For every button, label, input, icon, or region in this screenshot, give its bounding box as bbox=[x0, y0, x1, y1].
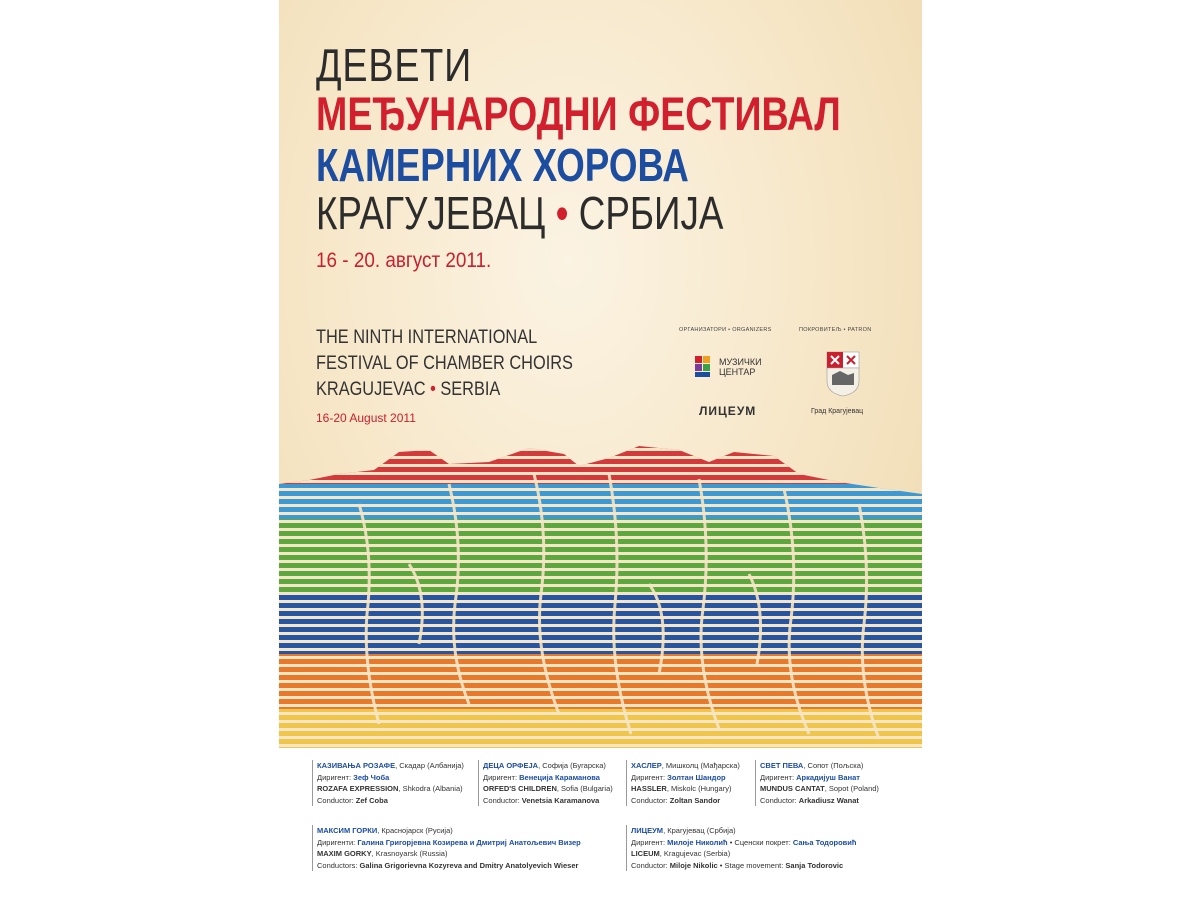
stage-movement-en: Sanja Todorovic bbox=[785, 860, 844, 870]
conductor-en-line bbox=[631, 860, 857, 872]
choir-place-en: , Sopot (Poland) bbox=[824, 784, 879, 794]
conductor-label-sr: Диригент: bbox=[631, 837, 668, 847]
conductor-en: Zef Coba bbox=[355, 795, 388, 805]
choir-place-sr: , Краснојарск (Русија) bbox=[377, 826, 453, 835]
choir-name-en: MAXIM GORKY bbox=[317, 849, 372, 859]
conductor-label-en: Conductor: bbox=[631, 860, 670, 870]
title-ordinal: ДЕВЕТИ bbox=[316, 39, 473, 91]
conductor-label-sr: Диригент: bbox=[483, 772, 520, 782]
conductor-sr-line bbox=[631, 772, 740, 784]
choir-place-en: , Krasnoyarsk (Russia) bbox=[371, 849, 448, 859]
conductor-label-en: Conductors: bbox=[317, 860, 360, 870]
conductor-en-line bbox=[483, 795, 613, 807]
conductor-en: Venetsia Karamanova bbox=[521, 795, 600, 805]
festival-poster bbox=[279, 0, 922, 748]
choir-entry bbox=[626, 760, 740, 806]
conductor-sr-line bbox=[631, 837, 857, 849]
conductor-en-line bbox=[317, 860, 581, 872]
conductor-sr: Венеција Караманова bbox=[519, 772, 600, 782]
conductor-sr-line bbox=[317, 837, 581, 849]
choir-entry bbox=[312, 760, 464, 806]
conductor-sr-line bbox=[760, 772, 879, 784]
conductor-en-line bbox=[760, 795, 879, 807]
separator-dot: • bbox=[430, 379, 436, 400]
conductor-label-sr: Диригент: bbox=[760, 772, 797, 782]
conductor-label-sr: Диригент: bbox=[317, 772, 354, 782]
conductor-en: Zoltan Sandor bbox=[669, 795, 721, 805]
choir-name-sr: МАКСИМ ГОРКИ bbox=[317, 826, 378, 835]
conductor-label-en: Conductor: bbox=[631, 795, 670, 805]
conductor-en-line bbox=[631, 795, 740, 807]
choir-entry bbox=[755, 760, 879, 806]
conductor-en: Miloje Nikolic bbox=[669, 860, 718, 870]
conductor-en: Arkadiusz Wanat bbox=[798, 795, 859, 805]
choir-name-sr: ЛИЦЕУМ bbox=[631, 826, 664, 835]
choir-name-sr: СВЕТ ПЕВА bbox=[760, 761, 804, 770]
choir-entry bbox=[312, 825, 581, 871]
choir-name-en-line bbox=[631, 848, 857, 860]
title-festival: МЕЂУНАРОДНИ ФЕСТИВАЛ bbox=[316, 87, 841, 140]
conductor-sr: Золтан Шандор bbox=[667, 772, 726, 782]
title-en-line2: FESTIVAL OF CHAMBER CHOIRS bbox=[316, 353, 573, 374]
stage-movement-sr: Сања Тодоровић bbox=[792, 837, 857, 847]
participants-credits bbox=[312, 760, 898, 885]
conductor-label-en: Conductor: bbox=[483, 795, 522, 805]
liceum-logo: ЛИЦЕУМ bbox=[699, 404, 757, 418]
choir-place-en: , Shkodra (Albania) bbox=[398, 784, 463, 794]
title-en-line1: THE NINTH INTERNATIONAL bbox=[316, 327, 538, 348]
conductor-label-sr: Диригент: bbox=[631, 772, 668, 782]
choir-entry bbox=[626, 825, 857, 871]
organizers-label: ОРГАНИЗАТОРИ • ORGANIZERS bbox=[679, 327, 772, 333]
choir-name-sr-line bbox=[631, 760, 740, 772]
choir-name-en-line bbox=[631, 783, 740, 795]
conductor-sr: Галина Григорјевна Козирева и Дмитриј Анатољевич Визер bbox=[357, 837, 581, 847]
date-en: 16-20 August 2011 bbox=[316, 411, 416, 425]
choir-name-en: LICEUM bbox=[631, 849, 660, 859]
choir-name-en-line bbox=[317, 783, 464, 795]
conductor-sr-line bbox=[317, 772, 464, 784]
choir-place-en: , Sofia (Bulgaria) bbox=[556, 784, 613, 794]
choir-place-sr: , Скадар (Албанија) bbox=[395, 761, 464, 770]
choir-name-en: ORFED'S CHILDREN bbox=[483, 784, 557, 794]
choir-place-sr: , Софија (Бугарска) bbox=[538, 761, 606, 770]
choir-name-sr: ХАСЛЕР bbox=[631, 761, 662, 770]
choir-name-sr-line bbox=[483, 760, 613, 772]
kragujevac-crest-icon bbox=[826, 351, 860, 397]
choir-name-sr-line bbox=[317, 825, 581, 837]
conductor-label-en: Conductor: bbox=[317, 795, 356, 805]
choir-singers-stripes-illustration bbox=[279, 444, 922, 748]
conductor-label-sr: Диригенти: bbox=[317, 837, 358, 847]
choir-name-sr: ДЕЦА ОРФЕЈА bbox=[483, 761, 539, 770]
choir-name-en: HASSLER bbox=[631, 784, 667, 794]
choir-name-sr-line bbox=[317, 760, 464, 772]
title-choirs: КАМЕРНИХ ХОРОВА bbox=[316, 139, 689, 191]
conductor-sr: Зеф Чоба bbox=[353, 772, 390, 782]
choir-name-en-line bbox=[760, 783, 879, 795]
choir-name-en-line bbox=[317, 848, 581, 860]
choir-place-en: , Kragujevac (Serbia) bbox=[659, 849, 731, 859]
choir-place-sr: , Крагујевац (Србија) bbox=[663, 826, 736, 835]
country-en: SERBIA bbox=[440, 379, 501, 400]
title-en-location bbox=[316, 379, 500, 401]
conductor-sr: Милоје Николић bbox=[667, 837, 728, 847]
logo-line-1: МУЗИЧКИ bbox=[719, 357, 762, 367]
stage-movement-label-sr: • Сценски покрет: bbox=[727, 837, 793, 847]
conductor-sr-line bbox=[483, 772, 613, 784]
conductor-en: Galina Grigorievna Kozyreva and Dmitry Anatolyevich Wieser bbox=[359, 860, 579, 870]
patron-name: Град Крагујевац bbox=[811, 408, 864, 415]
choir-name-en-line bbox=[483, 783, 613, 795]
date-sr: 16 - 20. август 2011. bbox=[316, 249, 492, 272]
choir-place-sr: , Мишколц (Мађарска) bbox=[661, 761, 740, 770]
logo-line-2: ЦЕНТАР bbox=[719, 367, 756, 377]
country-sr: СРБИЈА bbox=[578, 187, 724, 239]
choir-name-sr-line bbox=[631, 825, 857, 837]
conductor-sr: Аркадијуш Ванат bbox=[796, 772, 860, 782]
title-location bbox=[316, 186, 723, 240]
choir-name-en: ROZAFA EXPRESSION bbox=[317, 784, 399, 794]
choir-name-sr: КАЗИВАЊА РОЗАФЕ bbox=[317, 761, 396, 770]
patron-label: ПОКРОВИТЕЉ • PATRON bbox=[799, 327, 872, 333]
city-sr: КРАГУЈЕВАЦ bbox=[316, 187, 546, 239]
choir-name-en: MUNDUS CANTAT bbox=[760, 784, 825, 794]
choir-name-sr-line bbox=[760, 760, 879, 772]
choir-place-sr: , Сопот (Пољска) bbox=[803, 761, 864, 770]
muzicki-centar-logo-text bbox=[719, 357, 762, 377]
conductor-label-en: Conductor: bbox=[760, 795, 799, 805]
choir-entry bbox=[478, 760, 613, 806]
city-en: KRAGUJEVAC bbox=[316, 379, 426, 400]
separator-dot: • bbox=[555, 187, 569, 239]
conductor-en-line bbox=[317, 795, 464, 807]
choir-place-en: , Miskolc (Hungary) bbox=[666, 784, 732, 794]
stage-movement-label-en: • Stage movement: bbox=[717, 860, 786, 870]
